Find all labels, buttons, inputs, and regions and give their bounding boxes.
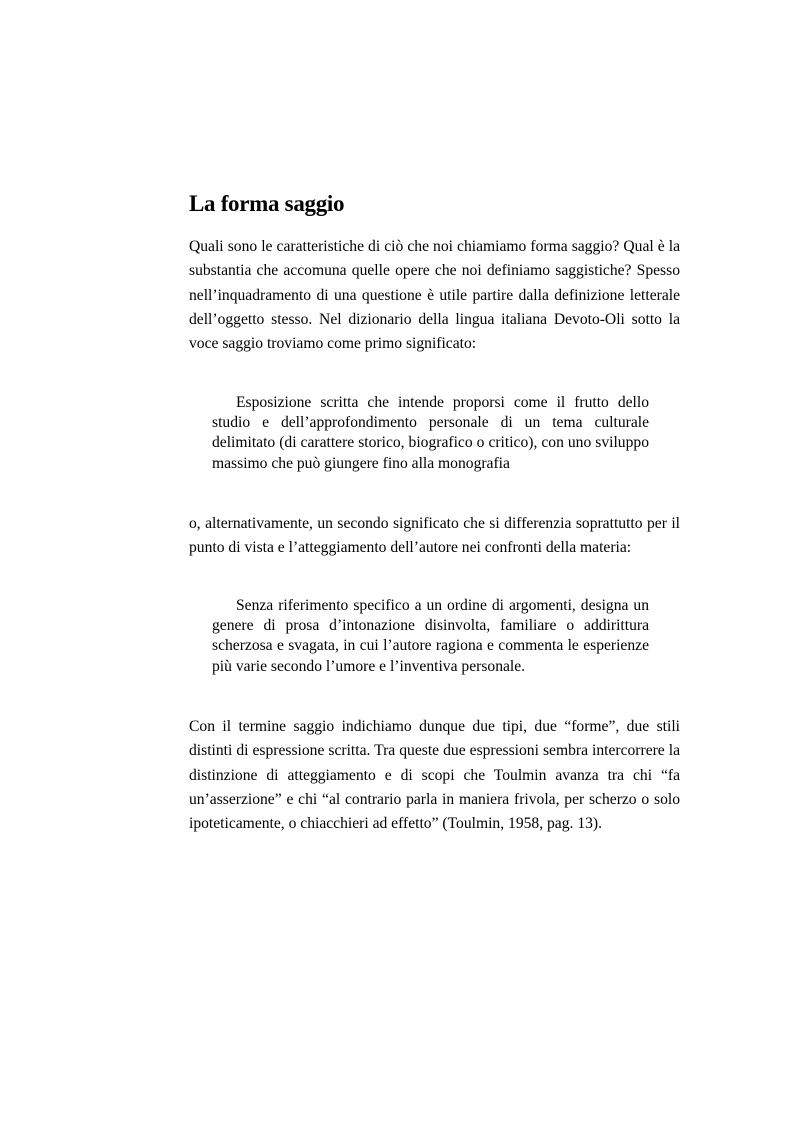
page-title: La forma saggio [189, 191, 345, 216]
paragraph-alternative: o, alternativamente, un secondo significato che si differenzia soprattutto per il punto di vista e l’atteggiamento dell’autore nei confronti della materia: [189, 515, 680, 557]
paragraph-conclusion: Con il termine saggio indichiamo dunque due tipi, due “forme”, due stili distinti di espressione scritta. Tra queste due espressioni sembra intercorrere la distinzione di atteggiamento e di scopi che Toulmin avanza tra chi “fa un’asserzione” e chi “al contrario parla in maniera frivola, per scherzo o solo ipoteticamente, o chiacchieri ad effetto” (Toulmin, 1958, pag. 13). [189, 718, 680, 833]
block-quote-definition-2: Senza riferimento specifico a un ordine di argomenti, designa un genere di prosa d’intonazione disinvolta, familiare o addirittura scherzosa e svagata, in cui l’autore ragiona e commenta le esperienze più varie secondo l’umore e l’inventiva personale. [212, 597, 649, 675]
block-quote-definition-1: Esposizione scritta che intende proporsi come il frutto dello studio e dell’approfondimento personale di un tema culturale delimitato (di carattere storico, biografico o critico), con uno sviluppo massimo che può giungere fino alla monografia [212, 394, 649, 472]
paragraph-intro: Quali sono le caratteristiche di ciò che noi chiamiamo forma saggio? Qual è la substantia che accomuna quelle opere che noi definiamo saggistiche? Spesso nell’inquadramento di una questione è utile partire dalla definizione letterale dell’oggetto stesso. Nel dizionario della lingua italiana Devoto-Oli sotto la voce saggio troviamo come primo significato: [189, 238, 680, 353]
